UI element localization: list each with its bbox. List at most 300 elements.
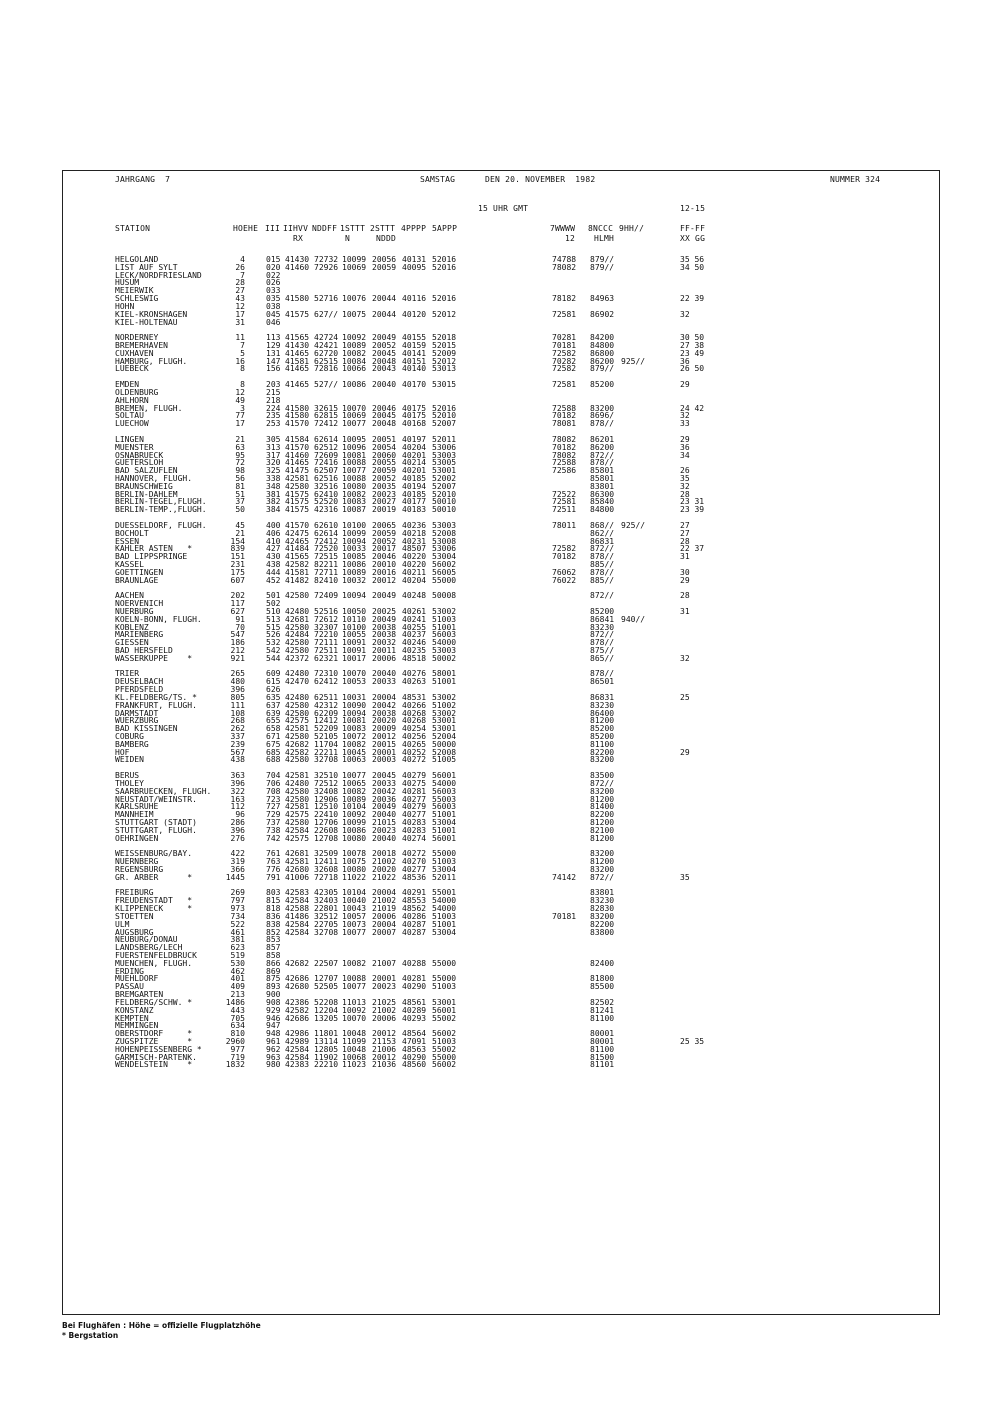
cell-8nccc: 84200 bbox=[590, 333, 615, 343]
cell-5appp: 52011 bbox=[432, 434, 457, 444]
cell-1sttt: 10100 bbox=[342, 622, 367, 632]
cell-4pppp: 40261 bbox=[402, 606, 427, 616]
cell-4pppp: 40185 bbox=[402, 473, 427, 483]
cell-station: NORDERNEY bbox=[115, 333, 159, 343]
cell-iii: 723 bbox=[266, 794, 281, 804]
cell-4pppp: 40287 bbox=[402, 927, 427, 937]
cell-8nccc: 86841 bbox=[590, 614, 615, 624]
cell-hoehe: 422 bbox=[230, 849, 245, 859]
cell-1sttt: 10068 bbox=[342, 1052, 367, 1062]
cell-station: AUGSBURG bbox=[115, 927, 154, 937]
cell-iii: 866 bbox=[266, 958, 281, 968]
cell-8nccc: 83200 bbox=[590, 786, 615, 796]
cell-iii: 688 bbox=[266, 755, 281, 765]
cell-ffgg: 31 bbox=[680, 606, 690, 616]
cell-station: CUXHAVEN bbox=[115, 348, 154, 358]
cell-8nccc: 872// bbox=[590, 591, 615, 601]
cell-iihvv: 41580 bbox=[285, 403, 310, 413]
cell-iii: 900 bbox=[266, 990, 281, 1000]
cell-8nccc: 81200 bbox=[590, 794, 615, 804]
cell-iihvv: 42580 bbox=[285, 755, 310, 765]
cell-7wwww: 78082 bbox=[552, 262, 577, 272]
cell-iihvv: 42470 bbox=[285, 677, 310, 687]
col-iihvv: IIHVV bbox=[283, 224, 309, 233]
cell-8nccc: 86831 bbox=[590, 692, 615, 702]
cell-4pppp: 40254 bbox=[402, 724, 427, 734]
cell-iii: 836 bbox=[266, 911, 281, 921]
cell-nddff: 72412 bbox=[314, 419, 339, 429]
cell-2sttt: 20048 bbox=[372, 356, 397, 366]
cell-4pppp: 48518 bbox=[402, 653, 427, 663]
cell-station: ULM bbox=[115, 919, 130, 929]
cell-hoehe: 839 bbox=[230, 544, 245, 554]
cell-iii: 869 bbox=[266, 966, 281, 976]
cell-nddff: 32608 bbox=[314, 864, 339, 874]
cell-7wwww: 78182 bbox=[552, 294, 577, 304]
cell-8nccc: 878// bbox=[590, 567, 615, 577]
cell-iii: 791 bbox=[266, 872, 281, 882]
cell-iihvv: 42581 bbox=[285, 473, 310, 483]
cell-iihvv: 41584 bbox=[285, 434, 310, 444]
cell-hoehe: 396 bbox=[230, 825, 245, 835]
cell-nddff: 11704 bbox=[314, 739, 339, 749]
cell-station: OSNABRUECK bbox=[115, 450, 164, 460]
cell-ffgg: 35 bbox=[680, 473, 690, 483]
cell-ffgg: 32 bbox=[680, 309, 690, 319]
cell-nddff: 22801 bbox=[314, 904, 339, 914]
day-label: SAMSTAG bbox=[420, 175, 456, 184]
cell-iihvv: 42584 bbox=[285, 1052, 310, 1062]
cell-2sttt: 20012 bbox=[372, 1029, 397, 1039]
cell-4pppp: 40120 bbox=[402, 309, 427, 319]
cell-4pppp: 40293 bbox=[402, 1013, 427, 1023]
cell-7wwww: 72582 bbox=[552, 364, 577, 374]
cell-iii: 544 bbox=[266, 653, 281, 663]
cell-1sttt: 10048 bbox=[342, 1029, 367, 1039]
cell-nddff: 22507 bbox=[314, 958, 339, 968]
cell-ffgg: 27 38 bbox=[680, 341, 705, 351]
cell-8nccc: 81400 bbox=[590, 802, 615, 812]
cell-station: BAD SALZUFLEN bbox=[115, 466, 178, 476]
cell-7wwww: 76022 bbox=[552, 575, 577, 585]
cell-1sttt: 10057 bbox=[342, 911, 367, 921]
cell-ffgg: 22 39 bbox=[680, 294, 705, 304]
cell-1sttt: 10084 bbox=[342, 356, 367, 366]
cell-2sttt: 20045 bbox=[372, 771, 397, 781]
cell-station: AHLHORN bbox=[115, 395, 149, 405]
cell-2sttt: 21006 bbox=[372, 1044, 397, 1054]
cell-7wwww: 78011 bbox=[552, 520, 577, 530]
cell-4pppp: 48553 bbox=[402, 896, 427, 906]
cell-station: BAMBERG bbox=[115, 739, 149, 749]
cell-nddff: 12805 bbox=[314, 1044, 339, 1054]
cell-5appp: 52009 bbox=[432, 348, 457, 358]
cell-nddff: 12708 bbox=[314, 833, 339, 843]
col-2sttt: 2STTT bbox=[370, 224, 396, 233]
cell-ffgg: 34 bbox=[680, 450, 690, 460]
cell-station: GUETERSLOH bbox=[115, 458, 164, 468]
cell-1sttt: 10080 bbox=[342, 833, 367, 843]
cell-iii: 218 bbox=[266, 395, 281, 405]
cell-5appp: 51001 bbox=[432, 622, 457, 632]
year-label: JAHRGANG 7 bbox=[115, 175, 171, 184]
cell-8nccc: 85500 bbox=[590, 982, 615, 992]
cell-station: BOCHOLT bbox=[115, 528, 149, 538]
cell-1sttt: 10075 bbox=[342, 857, 367, 867]
cell-2sttt: 20004 bbox=[372, 888, 397, 898]
cell-2sttt: 20032 bbox=[372, 638, 397, 648]
cell-station: LINGEN bbox=[115, 434, 144, 444]
cell-station: BRAUNLAGE bbox=[115, 575, 159, 585]
cell-5appp: 53001 bbox=[432, 466, 457, 476]
cell-4pppp: 40283 bbox=[402, 818, 427, 828]
cell-iii: 381 bbox=[266, 489, 281, 499]
cell-ffgg: 33 bbox=[680, 419, 690, 429]
cell-1sttt: 10094 bbox=[342, 591, 367, 601]
cell-hoehe: 12 bbox=[235, 301, 245, 311]
cell-hoehe: 186 bbox=[230, 638, 245, 648]
cell-hoehe: 151 bbox=[230, 552, 245, 562]
cell-5appp: 56001 bbox=[432, 771, 457, 781]
cell-5appp: 56002 bbox=[432, 1029, 457, 1039]
cell-4pppp: 40288 bbox=[402, 958, 427, 968]
cell-2sttt: 20027 bbox=[372, 497, 397, 507]
cell-station: KARLSRUHE bbox=[115, 802, 159, 812]
col-9hh: 9HH// bbox=[619, 224, 645, 233]
cell-hoehe: 2960 bbox=[225, 1037, 245, 1046]
cell-iihvv: 42582 bbox=[285, 559, 310, 569]
cell-iihvv: 41565 bbox=[285, 552, 310, 562]
cell-1sttt: 10082 bbox=[342, 348, 367, 358]
cell-1sttt: 10077 bbox=[342, 982, 367, 992]
cell-nddff: 62209 bbox=[314, 708, 339, 718]
cell-8nccc: 86831 bbox=[590, 536, 615, 546]
cell-iii: 015 bbox=[266, 255, 281, 264]
cell-iii: 430 bbox=[266, 552, 281, 562]
col-ffff: FF-FF bbox=[680, 224, 706, 233]
cell-iii: 305 bbox=[266, 434, 281, 444]
cell-1sttt: 10069 bbox=[342, 411, 367, 421]
cell-hoehe: 49 bbox=[235, 395, 245, 405]
cell-nddff: 52716 bbox=[314, 294, 339, 304]
cell-ffgg: 29 bbox=[680, 434, 690, 444]
cell-iii: 320 bbox=[266, 458, 281, 468]
cell-4pppp: 40185 bbox=[402, 489, 427, 499]
cell-4pppp: 48564 bbox=[402, 1029, 427, 1039]
cell-7wwww: 72586 bbox=[552, 466, 577, 476]
cell-1sttt: 10063 bbox=[342, 755, 367, 765]
cell-iii: 961 bbox=[266, 1037, 281, 1046]
cell-iii: 962 bbox=[266, 1044, 281, 1054]
cell-5appp: 51001 bbox=[432, 677, 457, 687]
cell-iii: 113 bbox=[266, 333, 281, 343]
cell-iihvv: 42581 bbox=[285, 857, 310, 867]
cell-hoehe: 366 bbox=[230, 864, 245, 874]
cell-5appp: 55002 bbox=[432, 1044, 457, 1054]
cell-4pppp: 40237 bbox=[402, 630, 427, 640]
cell-iii: 853 bbox=[266, 935, 281, 945]
cell-7wwww: 76062 bbox=[552, 567, 577, 577]
cell-1sttt: 10069 bbox=[342, 262, 367, 272]
cell-8nccc: 878// bbox=[590, 552, 615, 562]
cell-station: KIEL-HOLTENAU bbox=[115, 317, 178, 327]
cell-2sttt: 20051 bbox=[372, 434, 397, 444]
cell-iihvv: 41570 bbox=[285, 520, 310, 530]
cell-4pppp: 40268 bbox=[402, 716, 427, 726]
cell-5appp: 52012 bbox=[432, 356, 457, 366]
cell-nddff: 42421 bbox=[314, 341, 339, 351]
cell-1sttt: 10075 bbox=[342, 309, 367, 319]
cell-1sttt: 10033 bbox=[342, 544, 367, 554]
cell-station: MUENSTER bbox=[115, 442, 154, 452]
cell-5appp: 51002 bbox=[432, 700, 457, 710]
cell-4pppp: 40168 bbox=[402, 419, 427, 429]
cell-iihvv: 42580 bbox=[285, 622, 310, 632]
cell-2sttt: 20017 bbox=[372, 544, 397, 554]
cell-iii: 382 bbox=[266, 497, 281, 507]
cell-5appp: 56001 bbox=[432, 1005, 457, 1015]
cell-5appp: 51005 bbox=[432, 755, 457, 765]
cell-iihvv: 41570 bbox=[285, 419, 310, 429]
cell-4pppp: 40116 bbox=[402, 294, 427, 304]
cell-2sttt: 21019 bbox=[372, 904, 397, 914]
cell-station: NUERBURG bbox=[115, 606, 154, 616]
cell-1sttt: 10092 bbox=[342, 1005, 367, 1015]
cell-iii: 738 bbox=[266, 825, 281, 835]
cell-5appp: 55001 bbox=[432, 888, 457, 898]
cell-5appp: 53004 bbox=[432, 927, 457, 937]
cell-iii: 838 bbox=[266, 919, 281, 929]
cell-station: BAD KISSINGEN bbox=[115, 724, 178, 734]
cell-station: SOLTAU bbox=[115, 411, 144, 421]
cell-station: ESSEN bbox=[115, 536, 140, 546]
cell-2sttt: 20025 bbox=[372, 606, 397, 616]
cell-4pppp: 40279 bbox=[402, 802, 427, 812]
cell-iii: 438 bbox=[266, 559, 281, 569]
col-1sttt: 1STTT bbox=[340, 224, 366, 233]
col-5appp: 5APPP bbox=[432, 224, 458, 233]
cell-iihvv: 41484 bbox=[285, 544, 310, 554]
cell-2sttt: 20012 bbox=[372, 1052, 397, 1062]
cell-iihvv: 42580 bbox=[285, 591, 310, 601]
cell-hoehe: 4 bbox=[240, 255, 245, 264]
cell-5appp: 51003 bbox=[432, 857, 457, 867]
cell-hoehe: 547 bbox=[230, 630, 245, 640]
cell-8nccc: 879// bbox=[590, 255, 615, 264]
cell-station: WEIDEN bbox=[115, 755, 144, 765]
cell-2sttt: 20043 bbox=[372, 364, 397, 374]
cell-hoehe: 269 bbox=[230, 888, 245, 898]
cell-hoehe: 63 bbox=[235, 442, 245, 452]
cell-4pppp: 40275 bbox=[402, 778, 427, 788]
cell-8nccc: 86501 bbox=[590, 677, 615, 687]
cell-iii: 671 bbox=[266, 732, 281, 742]
cell-8nccc: 872// bbox=[590, 778, 615, 788]
cell-8nccc: 872// bbox=[590, 450, 615, 460]
cell-iii: 406 bbox=[266, 528, 281, 538]
cell-ffgg: 28 bbox=[680, 536, 690, 546]
cell-2sttt: 20052 bbox=[372, 473, 397, 483]
cell-5appp: 52016 bbox=[432, 255, 457, 264]
cell-station: OEHRINGEN bbox=[115, 833, 159, 843]
cell-4pppp: 40204 bbox=[402, 575, 427, 585]
cell-nddff: 527// bbox=[314, 380, 339, 390]
cell-hoehe: 265 bbox=[230, 669, 245, 679]
cell-iii: 852 bbox=[266, 927, 281, 937]
cell-nddff: 32509 bbox=[314, 849, 339, 859]
cell-2sttt: 20040 bbox=[372, 833, 397, 843]
cell-station: WENDELSTEIN * bbox=[115, 1060, 193, 1070]
cell-hoehe: 522 bbox=[230, 919, 245, 929]
cell-iii: 947 bbox=[266, 1021, 281, 1031]
cell-8nccc: 878// bbox=[590, 638, 615, 648]
cell-4pppp: 40291 bbox=[402, 888, 427, 898]
cell-nddff: 32408 bbox=[314, 786, 339, 796]
cell-2sttt: 20020 bbox=[372, 864, 397, 874]
cell-station: BERUS bbox=[115, 771, 140, 781]
cell-station: SCHLESWIG bbox=[115, 294, 159, 304]
cell-1sttt: 10055 bbox=[342, 630, 367, 640]
cell-station: OLDENBURG bbox=[115, 387, 159, 397]
cell-5appp: 53004 bbox=[432, 864, 457, 874]
cell-iihvv: 42475 bbox=[285, 528, 310, 538]
cell-iihvv: 42584 bbox=[285, 927, 310, 937]
cell-8nccc: 85801 bbox=[590, 473, 615, 483]
cell-9hh: 925// bbox=[621, 520, 646, 530]
cell-hoehe: 17 bbox=[235, 309, 245, 319]
cell-7wwww: 72588 bbox=[552, 458, 577, 468]
cell-8nccc: 83800 bbox=[590, 927, 615, 937]
cell-2sttt: 20033 bbox=[372, 677, 397, 687]
cell-iihvv: 41465 bbox=[285, 380, 310, 390]
cell-8nccc: 83200 bbox=[590, 911, 615, 921]
cell-4pppp: 40183 bbox=[402, 505, 427, 515]
cell-1sttt: 10094 bbox=[342, 708, 367, 718]
cell-iii: 609 bbox=[266, 669, 281, 679]
cell-ffgg: 35 bbox=[680, 872, 690, 882]
cell-1sttt: 10081 bbox=[342, 716, 367, 726]
cell-8nccc: 86800 bbox=[590, 348, 615, 358]
cell-iii: 020 bbox=[266, 262, 281, 272]
cell-hoehe: 202 bbox=[230, 591, 245, 601]
cell-1sttt: 10053 bbox=[342, 677, 367, 687]
cell-iii: 980 bbox=[266, 1060, 281, 1070]
cell-iii: 637 bbox=[266, 700, 281, 710]
cell-iii: 410 bbox=[266, 536, 281, 546]
cell-station: HELGOLAND bbox=[115, 255, 159, 264]
cell-4pppp: 40175 bbox=[402, 403, 427, 413]
cell-8nccc: 84963 bbox=[590, 294, 615, 304]
cell-nddff: 52105 bbox=[314, 732, 339, 742]
cell-5appp: 53002 bbox=[432, 692, 457, 702]
cell-8nccc: 82400 bbox=[590, 958, 615, 968]
cell-8nccc: 885// bbox=[590, 575, 615, 585]
cell-1sttt: 10043 bbox=[342, 904, 367, 914]
cell-5appp: 55000 bbox=[432, 575, 457, 585]
cell-7wwww: 72511 bbox=[552, 505, 577, 515]
cell-4pppp: 40272 bbox=[402, 849, 427, 859]
cell-4pppp: 47091 bbox=[402, 1037, 427, 1046]
cell-nddff: 72711 bbox=[314, 567, 339, 577]
cell-hoehe: 443 bbox=[230, 1005, 245, 1015]
cell-iihvv: 42465 bbox=[285, 536, 310, 546]
cell-iihvv: 42580 bbox=[285, 638, 310, 648]
cell-iii: 818 bbox=[266, 904, 281, 914]
cell-iihvv: 42584 bbox=[285, 1044, 310, 1054]
cell-hoehe: 27 bbox=[235, 286, 245, 296]
cell-hoehe: 276 bbox=[230, 833, 245, 843]
cell-4pppp: 40201 bbox=[402, 450, 427, 460]
cell-ffgg: 23 31 bbox=[680, 497, 705, 507]
cell-8nccc: 83801 bbox=[590, 481, 615, 491]
cell-ffgg: 26 bbox=[680, 466, 690, 476]
cell-hoehe: 337 bbox=[230, 732, 245, 742]
cell-5appp: 52015 bbox=[432, 341, 457, 351]
cell-hoehe: 239 bbox=[230, 739, 245, 749]
cell-4pppp: 40214 bbox=[402, 458, 427, 468]
cell-1sttt: 10072 bbox=[342, 732, 367, 742]
cell-nddff: 72515 bbox=[314, 552, 339, 562]
cell-iii: 253 bbox=[266, 419, 281, 429]
cell-nddff: 72111 bbox=[314, 638, 339, 648]
cell-iihvv: 42580 bbox=[285, 708, 310, 718]
cell-4pppp: 40281 bbox=[402, 786, 427, 796]
cell-2sttt: 20045 bbox=[372, 348, 397, 358]
cell-8nccc: 85200 bbox=[590, 606, 615, 616]
cell-5appp: 53015 bbox=[432, 380, 457, 390]
cell-4pppp: 40241 bbox=[402, 614, 427, 624]
cell-1sttt: 10096 bbox=[342, 442, 367, 452]
cell-hoehe: 26 bbox=[235, 262, 245, 272]
cell-nddff: 32708 bbox=[314, 755, 339, 765]
cell-2sttt: 21015 bbox=[372, 818, 397, 828]
cell-nddff: 52520 bbox=[314, 497, 339, 507]
cell-7wwww: 74788 bbox=[552, 255, 577, 264]
cell-hoehe: 519 bbox=[230, 950, 245, 960]
cell-2sttt: 21025 bbox=[372, 997, 397, 1007]
cell-nddff: 42316 bbox=[314, 505, 339, 515]
cell-2sttt: 20001 bbox=[372, 974, 397, 984]
cell-5appp: 53006 bbox=[432, 442, 457, 452]
cell-iii: 708 bbox=[266, 786, 281, 796]
cell-1sttt: 11013 bbox=[342, 997, 367, 1007]
cell-iii: 038 bbox=[266, 301, 281, 311]
cell-8nccc: 83200 bbox=[590, 849, 615, 859]
cell-2sttt: 20045 bbox=[372, 411, 397, 421]
cell-8nccc: 82200 bbox=[590, 810, 615, 820]
cell-station: KEMPTEN bbox=[115, 1013, 149, 1023]
cell-station: NUERNBERG bbox=[115, 857, 159, 867]
cell-ffgg: 36 bbox=[680, 442, 690, 452]
cell-4pppp: 40270 bbox=[402, 857, 427, 867]
cell-station: HOHN bbox=[115, 301, 135, 311]
cell-8nccc: 81200 bbox=[590, 833, 615, 843]
cell-hoehe: 51 bbox=[235, 489, 245, 499]
cell-iii: 615 bbox=[266, 677, 281, 687]
cell-hoehe: 396 bbox=[230, 778, 245, 788]
cell-1sttt: 10085 bbox=[342, 552, 367, 562]
cell-1sttt: 10070 bbox=[342, 669, 367, 679]
cell-1sttt: 10080 bbox=[342, 864, 367, 874]
cell-2sttt: 20019 bbox=[372, 505, 397, 515]
cell-hoehe: 401 bbox=[230, 974, 245, 984]
cell-station: MUEHLDORF bbox=[115, 974, 159, 984]
cell-7wwww: 70181 bbox=[552, 911, 577, 921]
cell-iihvv: 42682 bbox=[285, 739, 310, 749]
cell-7wwww: 78081 bbox=[552, 419, 577, 429]
cell-7wwww: 70281 bbox=[552, 333, 577, 343]
cell-iii: 675 bbox=[266, 739, 281, 749]
